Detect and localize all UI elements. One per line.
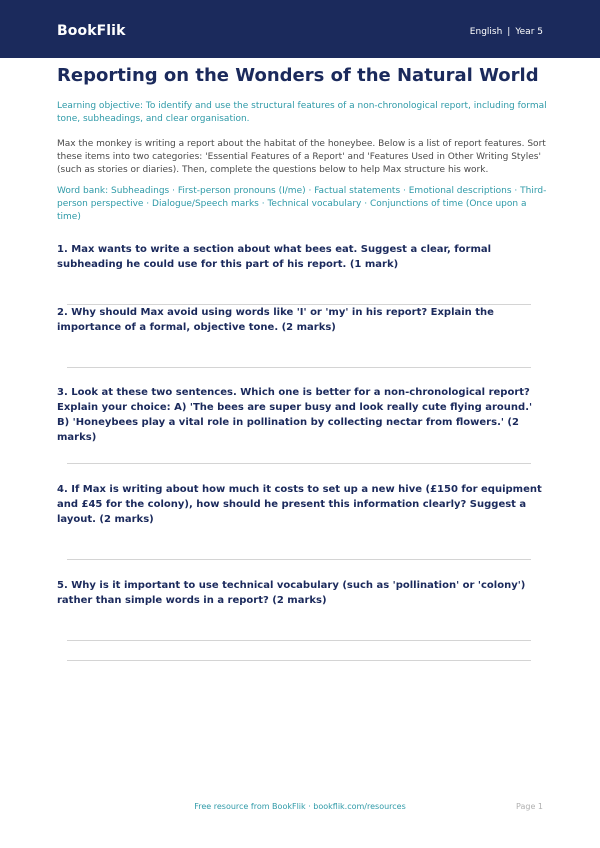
answer-line[interactable] [67,660,531,661]
intro-text: Max the monkey is writing a report about the habitat of the honeybee. Below is a list of report features. Sort these items into two categories: 'Essential Features of a Report' and 'Features Used in Other Writing Styles' (such as stories or diaries). Then, complete the questions below to help Max structure his work. [57,139,546,175]
year-label: Year 5 [515,27,543,37]
worksheet-title: Reporting on the Wonders of the Natural World [57,65,539,86]
question-3: 3. Look at these two sentences. Which one is better for a non-chronological report? Explain your choice: A) 'The bees are super busy and look really cute flying around.' B) 'Honeybees play a vital role in pollination by collecting nectar from flowers.' (2 marks) [57,387,533,443]
answer-line[interactable] [67,640,531,641]
answer-line[interactable] [67,367,531,368]
brand-logo: BookFlik [57,23,126,39]
question-4: 4. If Max is writing about how much it costs to set up a new hive (£150 for equipment and £45 for the colony), how should he present this information clearly? Suggest a layout. (2 marks) [57,484,542,525]
subject-label: English [469,27,503,37]
footer-link[interactable]: Free resource from BookFlik · bookflik.com/resources [194,802,406,811]
answer-line[interactable] [67,559,531,560]
subject-year [470,27,543,37]
question-2: 2. Why should Max avoid using words like 'I' or 'my' in his report? Explain the importance of a formal, objective tone. (2 marks) [57,307,494,333]
page-header [0,0,600,58]
learning-objective: Learning objective: To identify and use the structural features of a non-chronological report, including formal tone, subheadings, and clear organisation. [57,101,547,124]
word-bank: Word bank: Subheadings · First-person pronouns (I/me) · Factual statements · Emotional descriptions · Third-person perspective · Dialogue/Speech marks · Technical vocabulary · Conjunctions of time (Once upon a time) [57,186,547,222]
page-number: Page 1 [516,802,543,811]
question-1: 1. Max wants to write a section about what bees eat. Suggest a clear, formal subheading he could use for this part of his report. (1 mark) [57,244,492,270]
question-5: 5. Why is it important to use technical vocabulary (such as 'pollination' or 'colony') rather than simple words in a report? (2 marks) [57,580,526,606]
meta-separator: | [507,27,511,37]
answer-line[interactable] [67,463,531,464]
